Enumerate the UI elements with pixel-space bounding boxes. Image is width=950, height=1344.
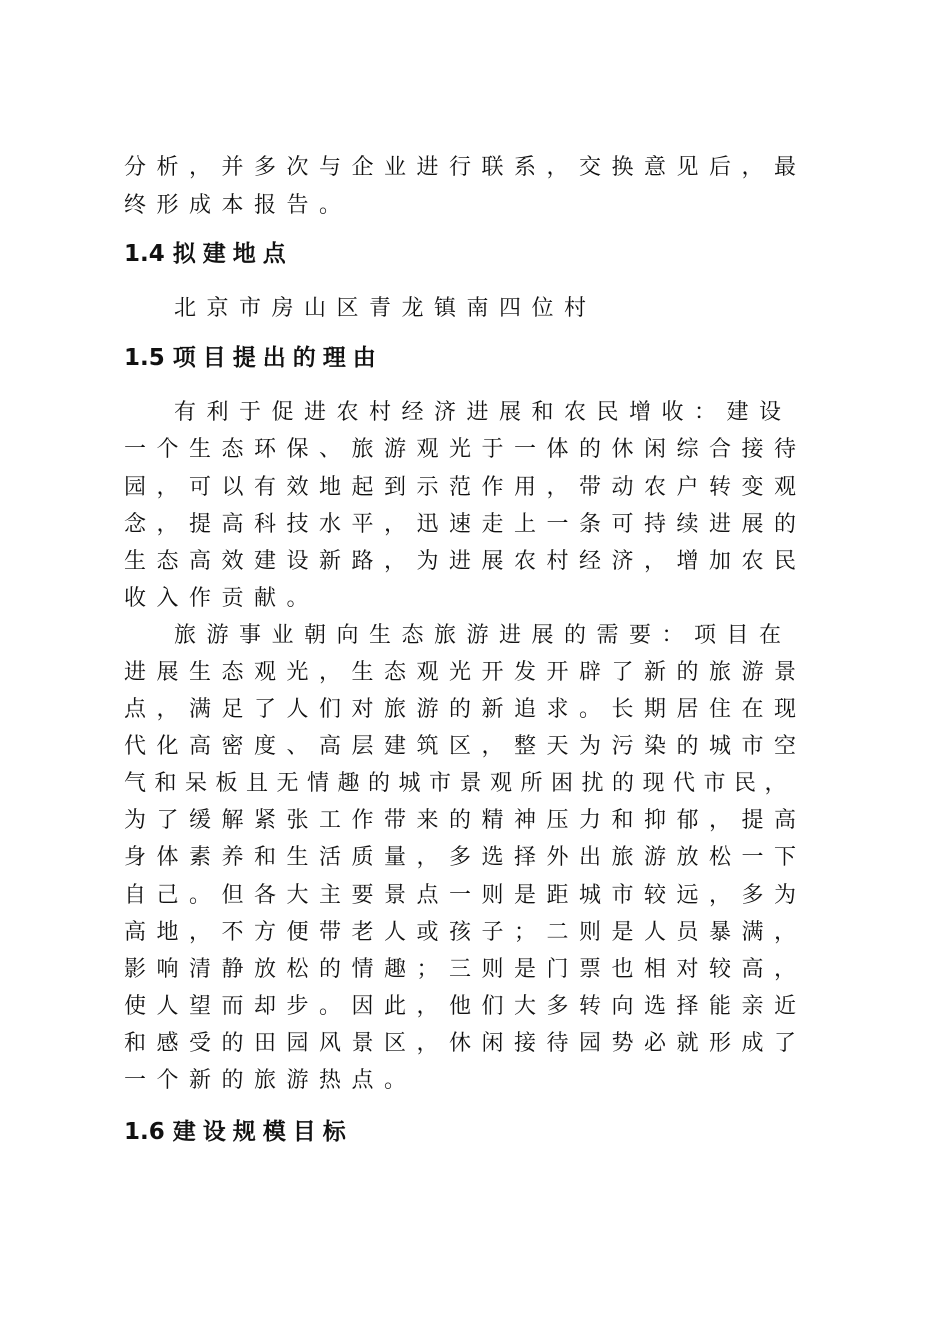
- para2-line-8: 自己。但各大主要景点一则是距城市较远，多为: [124, 883, 807, 908]
- section-heading-1-6: [124, 1118, 353, 1146]
- section-title: 项目提出的理由: [172, 345, 383, 371]
- section-number: 1.5: [124, 345, 165, 371]
- section-number: 1.6: [124, 1119, 165, 1145]
- para2-line-4: 代化高密度、高层建筑区，整天为污染的城市空: [124, 734, 807, 759]
- section-heading-1-5: [124, 344, 383, 372]
- para2-line-3: 点，满足了人们对旅游的新追求。长期居住在现: [124, 697, 807, 722]
- para2-line-7: 身体素养和生活质量，多选择外出旅游放松一下: [124, 845, 807, 870]
- section-title: 建设规模目标: [172, 1119, 353, 1145]
- para2-line-6: 为了缓解紧张工作带来的精神压力和抑郁，提高: [124, 808, 807, 833]
- para2-line-10: 影响清静放松的情趣；三则是门票也相对较高，: [124, 957, 807, 982]
- section-number: 1.4: [124, 241, 165, 267]
- para1-line-3: 园，可以有效地起到示范作用，带动农户转变观: [124, 475, 807, 500]
- location-text: 北京市房山区青龙镇南四位村: [174, 296, 597, 321]
- para2-line-1: 旅游事业朝向生态旅游进展的需要：项目在: [174, 623, 792, 648]
- para1-line-6: 收入作贡献。: [124, 586, 320, 611]
- section-title: 拟建地点: [172, 241, 293, 267]
- para1-line-4: 念，提高科技水平，迅速走上一条可持续进展的: [124, 512, 807, 537]
- para2-line-12: 和感受的田园风景区，休闲接待园势必就形成了: [124, 1031, 807, 1056]
- para2-line-5: 气和呆板且无情趣的城市景观所困扰的现代市民，: [124, 771, 796, 796]
- para1-line-5: 生态高效建设新路，为进展农村经济，增加农民: [124, 549, 807, 574]
- intro-line-2: 终形成本报告。: [124, 193, 352, 218]
- para2-line-2: 进展生态观光，生态观光开发开辟了新的旅游景: [124, 660, 807, 685]
- para2-line-9: 高地，不方便带老人或孩子；二则是人员暴满，: [124, 920, 807, 945]
- section-heading-1-4: [124, 240, 293, 268]
- para1-line-1: 有利于促进农村经济进展和农民增收：建设: [174, 400, 792, 425]
- intro-line-1: 分析，并多次与企业进行联系，交换意见后，最: [124, 155, 807, 180]
- para2-line-11: 使人望而却步。因此，他们大多转向选择能亲近: [124, 994, 807, 1019]
- para1-line-2: 一个生态环保、旅游观光于一体的休闲综合接待: [124, 437, 807, 462]
- para2-line-13: 一个新的旅游热点。: [124, 1068, 417, 1093]
